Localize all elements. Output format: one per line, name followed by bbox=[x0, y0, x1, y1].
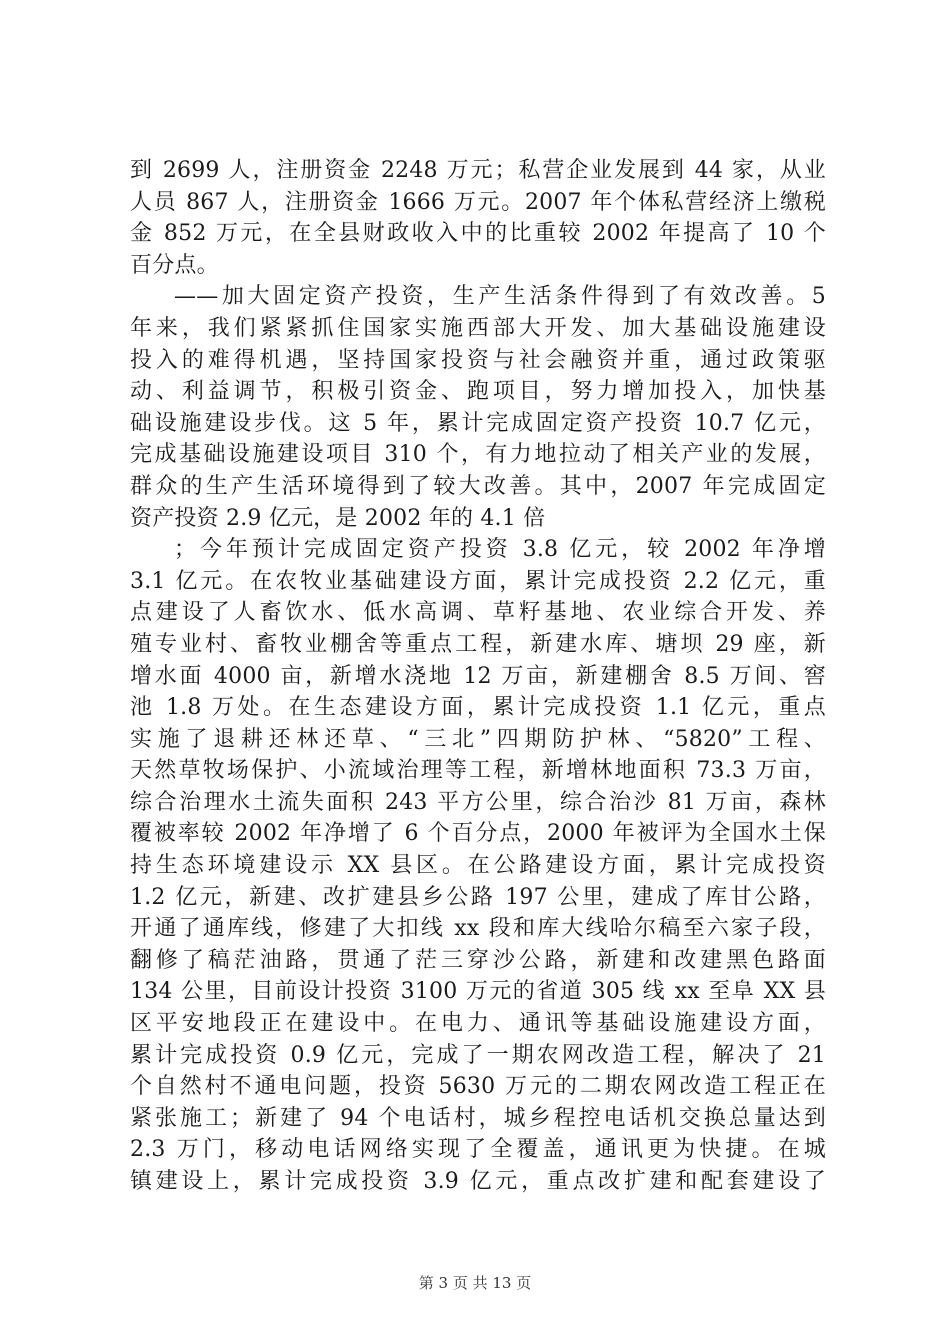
page-number-footer: 第 3 页 共 13 页 bbox=[418, 1274, 532, 1292]
text-line: 天然草牧场保护、小流域治理等工程，新增林地面积 73.3 万亩， bbox=[130, 758, 826, 784]
text-line: 区平安地段正在建设中。在电力、通讯等基础设施建设方面， bbox=[130, 1011, 826, 1037]
text-line: 础设施建设步伐。这 5 年，累计完成固定资产投资 10.7 亿元， bbox=[130, 410, 826, 436]
text-line: 百分点。 bbox=[130, 252, 219, 278]
text-line: 持生态环境建设示 XX 县区。在公路建设方面，累计完成投资 bbox=[130, 853, 826, 879]
text-line: 年来，我们紧紧抓住国家实施西部大开发、加大基础设施建设 bbox=[130, 315, 826, 341]
text-line: 金 852 万元，在全县财政收入中的比重较 2002 年提高了 10 个 bbox=[130, 221, 826, 247]
text-line: 资产投资 2.9 亿元，是 2002 年的 4.1 倍 bbox=[130, 505, 546, 531]
text-line: 1.2 亿元，新建、改扩建县乡公路 197 公里，建成了库甘公路， bbox=[130, 884, 826, 910]
text-line: 个自然村不通电问题，投资 5630 万元的二期农网改造工程正在 bbox=[130, 1074, 826, 1100]
text-line: 点建设了人畜饮水、低水高调、草籽基地、农业综合开发、养 bbox=[130, 600, 826, 626]
text-line: 增水面 4000 亩，新增水浇地 12 万亩，新建棚舍 8.5 万间、窖 bbox=[130, 663, 826, 689]
text-line: 紧张施工；新建了 94 个电话村，城乡程控电话机交换总量达到 bbox=[130, 1105, 826, 1131]
text-line: 完成基础设施建设项目 310 个，有力地拉动了相关产业的发展， bbox=[130, 442, 826, 468]
text-line: 开通了通库线，修建了大扣线 xx 段和库大线哈尔稿至六家子段， bbox=[130, 916, 826, 942]
text-line: 动、利益调节，积极引资金、跑项目，努力增加投入，加快基 bbox=[130, 379, 826, 405]
text-line: ——加大固定资产投资，生产生活条件得到了有效改善。5 bbox=[174, 284, 826, 310]
text-line: 翻修了稿茫油路，贯通了茫三穿沙公路，新建和改建黑色路面 bbox=[130, 947, 826, 973]
text-line: 综合治理水土流失面积 243 平方公里，综合治沙 81 万亩，森林 bbox=[130, 789, 826, 815]
text-line: 人员 867 人，注册资金 1666 万元。2007 年个体私营经济上缴税 bbox=[130, 189, 826, 215]
text-line: 殖专业村、畜牧业棚舍等重点工程，新建水库、塘坝 29 座，新 bbox=[130, 631, 826, 657]
text-line: 镇建设上，累计完成投资 3.9 亿元，重点改扩建和配套建设了 bbox=[130, 1169, 826, 1194]
text-line: 实施了退耕还林还草、“三北”四期防护林、“5820”工程、 bbox=[130, 726, 826, 752]
document-body bbox=[130, 155, 826, 1198]
text-line: 2.3 万门，移动电话网络实现了全覆盖，通讯更为快捷。在城 bbox=[130, 1137, 826, 1163]
text-line: 群众的生产生活环境得到了较大改善。其中，2007 年完成固定 bbox=[130, 473, 826, 499]
text-line: 累计完成投资 0.9 亿元，完成了一期农网改造工程，解决了 21 bbox=[130, 1042, 826, 1068]
text-line: 池 1.8 万处。在生态建设方面，累计完成投资 1.1 亿元，重点 bbox=[130, 695, 826, 721]
text-line: 134 公里，目前设计投资 3100 万元的省道 305 线 xx 至阜 XX 县 bbox=[130, 979, 826, 1005]
text-line: ；今年预计完成固定资产投资 3.8 亿元，较 2002 年净增 bbox=[174, 537, 826, 563]
text-line: 投入的难得机遇，坚持国家投资与社会融资并重，通过政策驱 bbox=[130, 347, 826, 373]
text-line: 到 2699 人，注册资金 2248 万元；私营企业发展到 44 家，从业 bbox=[130, 158, 826, 183]
text-line: 覆被率较 2002 年净增了 6 个百分点，2000 年被评为全国水土保 bbox=[130, 821, 826, 847]
text-line: 3.1 亿元。在农牧业基础建设方面，累计完成投资 2.2 亿元，重 bbox=[130, 568, 826, 594]
